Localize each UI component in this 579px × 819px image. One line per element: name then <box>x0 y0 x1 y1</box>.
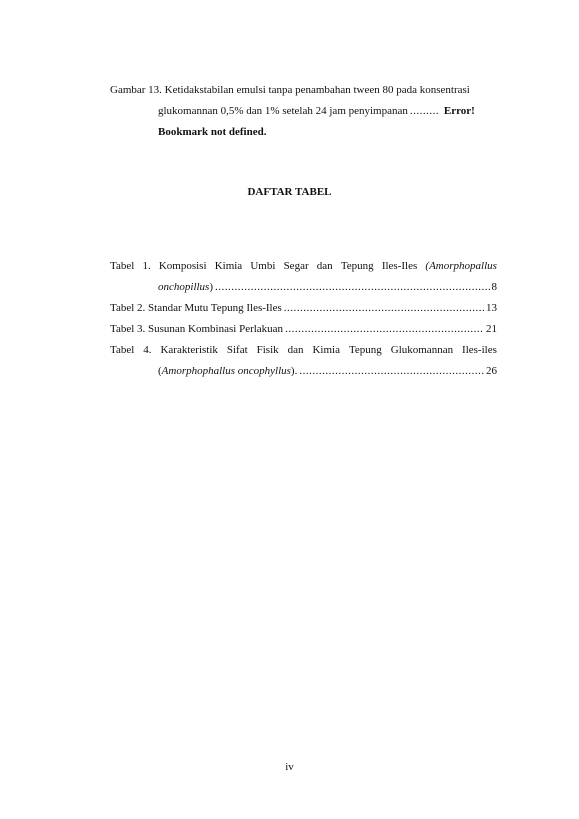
leader-dots <box>299 361 484 382</box>
word: Kimia <box>312 344 340 356</box>
paren: ). <box>290 365 298 377</box>
word: Iles-Iles <box>381 260 418 272</box>
table-4-line-1 <box>110 340 497 361</box>
word: Segar <box>283 260 309 272</box>
table-3-title: Tabel 3. Susunan Kombinasi Perlakuan <box>110 323 284 335</box>
word: Tabel <box>110 344 135 356</box>
table-3-line <box>110 319 497 340</box>
page-number: iv <box>285 761 294 773</box>
page-title: DAFTAR TABEL <box>247 186 332 198</box>
table-entry-2[interactable] <box>110 298 497 319</box>
leader-dots <box>215 277 489 298</box>
word: Tepung <box>348 344 382 356</box>
paren: ( <box>158 365 162 377</box>
word: Umbi <box>250 260 276 272</box>
table-1-line-2 <box>110 277 497 298</box>
figure-13-line-1: Gambar 13. Ketidakstabilan emulsi tanpa penambahan tween 80 pada konsentrasi <box>110 84 470 96</box>
table-3-page: 21 <box>486 323 497 335</box>
paren: ) <box>209 281 214 293</box>
word: dan <box>287 344 304 356</box>
table-1-species: onchopillus <box>158 281 210 293</box>
word-italic: (Amorphopallus <box>425 260 497 272</box>
figure-13-caption-cont: glukomannan 0,5% dan 1% setelah 24 jam penyimpanan <box>158 105 408 117</box>
leader-dots <box>410 101 440 122</box>
word: dan <box>316 260 333 272</box>
table-4-species: Amorphophallus oncophyllus <box>161 365 291 377</box>
table-entry-4[interactable] <box>110 340 497 382</box>
table-2-line <box>110 298 497 319</box>
word: Kimia <box>214 260 243 272</box>
word: Sifat <box>226 344 248 356</box>
table-2-page: 13 <box>486 302 497 314</box>
word: Glukomannan <box>390 344 454 356</box>
table-2-title: Tabel 2. Standar Mutu Tepung Iles-Iles <box>110 302 282 314</box>
word: Tabel <box>110 260 135 272</box>
table-1-line-1 <box>110 256 497 277</box>
table-4-line-2 <box>110 361 497 382</box>
figure-13-line-2 <box>110 101 497 122</box>
table-entry-1[interactable] <box>110 256 497 298</box>
word: 4. <box>143 344 152 356</box>
leader-dots <box>285 319 484 340</box>
leader-dots <box>284 298 484 319</box>
word: Tepung <box>340 260 374 272</box>
table-4-page: 26 <box>486 365 497 377</box>
word: Komposisi <box>158 260 207 272</box>
table-1-page: 8 <box>491 281 497 293</box>
word: 1. <box>142 260 151 272</box>
word: Iles-iles <box>462 344 497 356</box>
word: Fisik <box>256 344 279 356</box>
figure-13-error-cont: Bookmark not defined. <box>158 126 267 138</box>
figure-entry-13[interactable] <box>110 80 497 143</box>
figure-13-error: Error! <box>443 105 475 117</box>
table-entry-3[interactable] <box>110 319 497 340</box>
word: Karakteristik <box>160 344 218 356</box>
